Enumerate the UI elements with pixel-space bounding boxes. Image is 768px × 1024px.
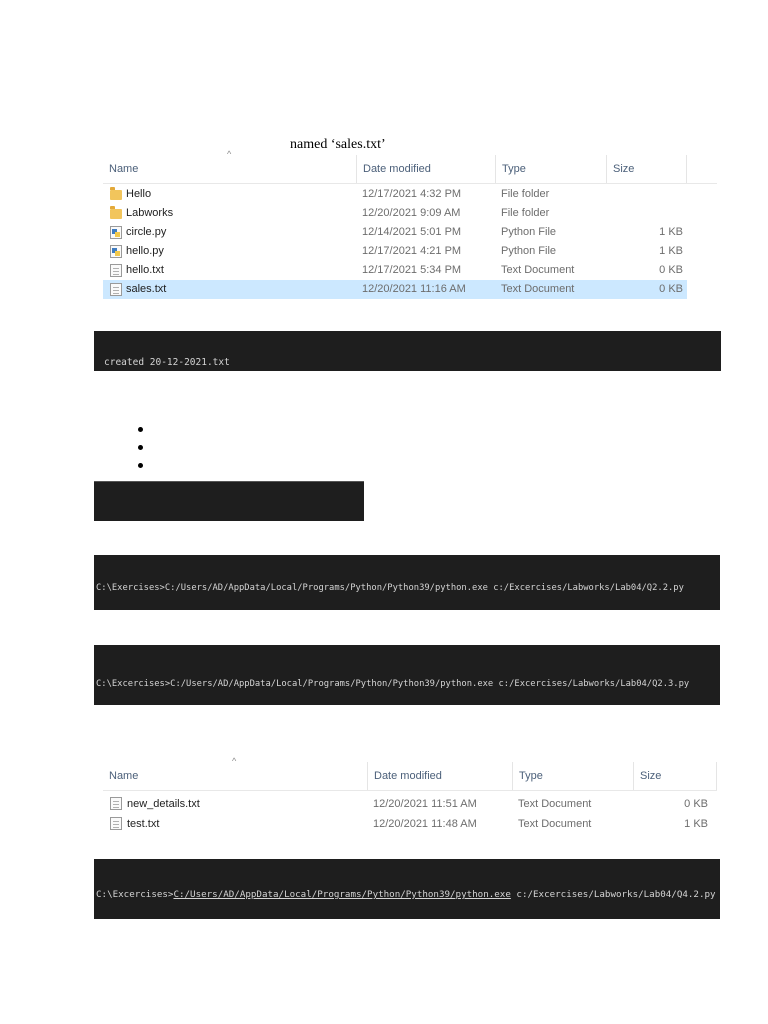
file-type: Python File (501, 245, 557, 257)
bullet-dot (138, 445, 143, 450)
file-size: 1 KB (659, 245, 683, 257)
bullet-dot (138, 427, 143, 432)
sort-caret-icon[interactable]: ^ (232, 756, 237, 766)
terminal-line: created 20-12-2021.txt (104, 357, 230, 368)
file-explorer-2 (103, 756, 717, 834)
file-type: File folder (501, 188, 550, 200)
file-size (623, 204, 683, 223)
file-row-new-details-txt[interactable] (103, 794, 717, 814)
file-type: Python File (501, 226, 557, 238)
file-size: 1 KB (659, 226, 683, 238)
text-file-icon (110, 797, 122, 810)
file-date: 12/20/2021 11:48 AM (373, 818, 477, 830)
file-type: Text Document (518, 818, 592, 830)
file-date: 12/17/2021 4:32 PM (362, 188, 462, 200)
file-name: hello.py (126, 245, 164, 257)
sort-caret-icon[interactable]: ^ (227, 149, 232, 159)
file-date: 12/20/2021 11:16 AM (362, 283, 466, 295)
column-date-modified[interactable]: Date modified (357, 155, 496, 183)
file-size: 0 KB (659, 264, 683, 276)
terminal-output-5 (94, 859, 720, 919)
file-date: 12/20/2021 11:51 AM (373, 798, 477, 810)
terminal-command-line: C:\Exercises>C:/Users/AD/AppData/Local/Programs/Python/Python39/python.exe c:/Excercises/Labworks/Lab04/Q2.2.py (96, 583, 684, 593)
explorer-header (103, 149, 717, 184)
text-file-icon (110, 283, 122, 296)
column-type[interactable]: Type (513, 762, 634, 790)
folder-icon (110, 209, 122, 219)
file-size: 0 KB (684, 798, 708, 810)
terminal-output-2 (94, 481, 364, 521)
python-file-icon (110, 245, 122, 258)
terminal-command-line: C:\Excercises>C:/Users/AD/AppData/Local/Programs/Python/Python39/python.exe c:/Excercises/Labworks/Lab04/Q2.3.py (96, 679, 690, 689)
terminal-output-3 (94, 555, 720, 610)
file-date: 12/17/2021 4:21 PM (362, 245, 462, 257)
column-name[interactable]: Name (103, 155, 357, 183)
terminal-line (105, 520, 353, 521)
file-size (623, 185, 683, 204)
file-name: circle.py (126, 226, 167, 238)
file-name: test.txt (127, 818, 160, 830)
file-name: new_details.txt (127, 798, 200, 810)
file-row-labworks[interactable] (103, 204, 717, 223)
column-type[interactable]: Type (496, 155, 607, 183)
file-row-hello[interactable] (103, 185, 717, 204)
file-row-hello-txt[interactable] (103, 261, 717, 280)
python-exe-path-link[interactable]: C:/Users/AD/AppData/Local/Programs/Python/Python39/python.exe (173, 889, 511, 900)
text-file-icon (110, 264, 122, 277)
column-name[interactable]: Name (103, 762, 368, 790)
file-name: Hello (126, 188, 152, 200)
file-row-sales-txt[interactable] (103, 280, 687, 299)
caption-text: named ‘sales.txt’ (290, 137, 386, 152)
column-date-modified[interactable]: Date modified (368, 762, 513, 790)
file-row-circle-py[interactable] (103, 223, 717, 242)
file-date: 12/20/2021 9:09 AM (362, 207, 461, 219)
file-type: Text Document (501, 264, 575, 276)
file-name: Labworks (126, 207, 174, 219)
terminal-command-line (96, 888, 718, 901)
terminal-output-1 (94, 331, 721, 371)
file-date: 12/17/2021 5:34 PM (362, 264, 462, 276)
file-row-test-txt[interactable] (103, 814, 717, 834)
bullet-dot (138, 463, 143, 468)
file-type: Text Document (518, 798, 592, 810)
explorer-header (103, 756, 717, 791)
terminal-prompt: C:\Excercises> (96, 889, 174, 900)
folder-icon (110, 190, 122, 200)
file-type: File folder (501, 207, 550, 219)
text-file-icon (110, 817, 122, 830)
python-file-icon (110, 226, 122, 239)
file-date: 12/14/2021 5:01 PM (362, 226, 462, 238)
bullet-list (138, 427, 143, 481)
file-explorer-1 (103, 149, 717, 308)
file-size: 0 KB (659, 283, 683, 295)
file-name: hello.txt (126, 264, 164, 276)
column-size[interactable]: Size (607, 155, 687, 183)
file-row-hello-py[interactable] (103, 242, 717, 261)
column-size[interactable]: Size (634, 762, 717, 790)
file-type: Text Document (501, 283, 575, 295)
script-path: c:/Excercises/Labworks/Lab04/Q4.2.py (510, 889, 716, 900)
file-name: sales.txt (126, 283, 167, 295)
file-size: 1 KB (684, 818, 708, 830)
terminal-output-4 (94, 645, 720, 705)
